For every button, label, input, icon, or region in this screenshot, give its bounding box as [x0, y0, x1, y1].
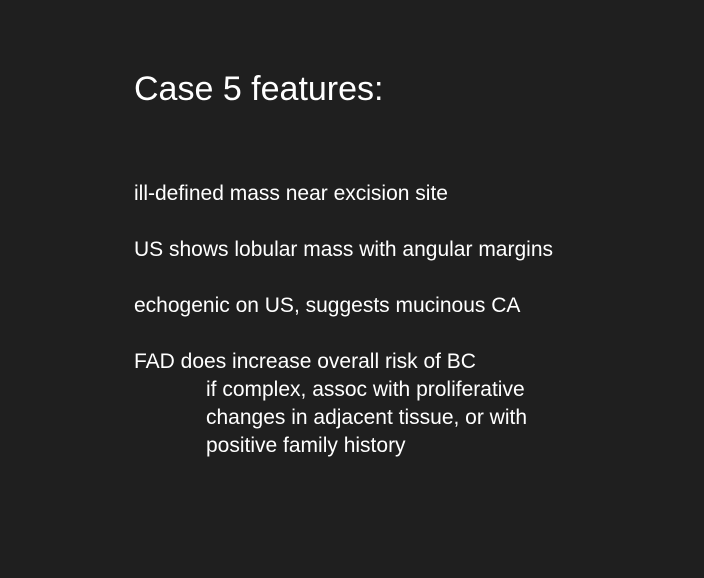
slide-title: Case 5 features:: [134, 70, 384, 108]
bullet-point: ill-defined mass near excision site: [134, 182, 448, 205]
sub-point: if complex, assoc with proliferative: [206, 378, 525, 401]
bullet-point: US shows lobular mass with angular margins: [134, 238, 554, 261]
sub-point: positive family history: [206, 434, 406, 457]
sub-point: changes in adjacent tissue, or with: [206, 406, 528, 429]
bullet-point: FAD does increase overall risk of BC: [134, 350, 476, 373]
bullet-point: echogenic on US, suggests mucinous CA: [134, 294, 521, 317]
